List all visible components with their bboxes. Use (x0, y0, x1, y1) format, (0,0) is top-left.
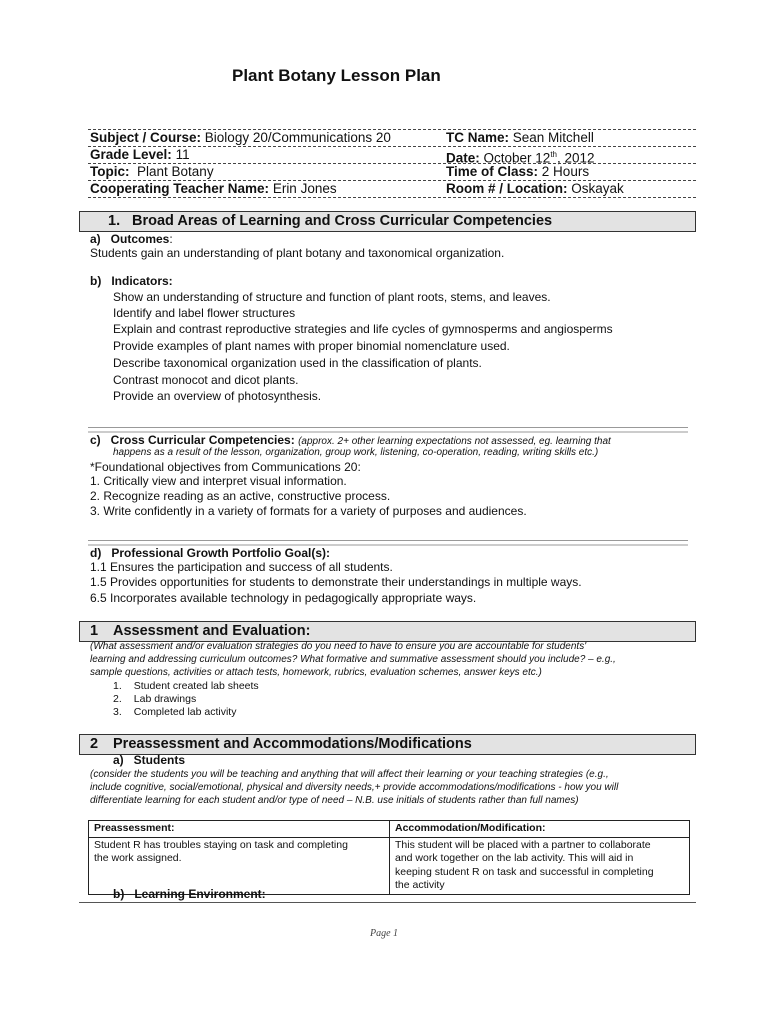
students-note-line: differentiate learning for each student and/or type of need – N.B. use initials of students rather than full names) (90, 795, 579, 806)
indicator-item: Identify and label flower structures (113, 306, 296, 320)
page-title: Plant Botany Lesson Plan (232, 66, 441, 85)
cell-line: Student R has troubles staying on task and completing (94, 838, 348, 851)
cell-line: and work together on the lab activity. This will aid in (395, 852, 634, 864)
ccc-line: 3. Write confidently in a variety of formats for a variety of purposes and audiences. (90, 504, 527, 518)
pgp-line: 1.1 Ensures the participation and success of all students. (90, 560, 393, 574)
ccc-line: *Foundational objectives from Communications 20: (90, 460, 361, 474)
column-header: Preassessment: (89, 821, 390, 838)
divider (79, 902, 696, 903)
header-row-topic (88, 163, 696, 180)
indicators-label: b) Indicators: (90, 274, 173, 288)
pgp-label: d) Professional Growth Portfolio Goal(s): (90, 546, 331, 560)
cooperating-teacher-field: Cooperating Teacher Name: Erin Jones (90, 181, 337, 196)
cross-curricular-note: happens as a result of the lesson, organization, group work, listening, co-operation, reading, writing skills etc.) (113, 447, 599, 458)
students-note-line: include cognitive, social/emotional, physical and diversity needs,+ provide accommodations/modifications - how you will (90, 782, 619, 793)
students-label: a) Students (113, 753, 186, 767)
preassessment-cell (89, 837, 390, 894)
pgp-line: 6.5 Incorporates available technology in pedagogically appropriate ways. (90, 591, 477, 605)
page-number: Page 1 (369, 928, 399, 939)
cell-line: This student will be placed with a partner to collaborate (395, 838, 651, 851)
column-header: Accommodation/Modification: (390, 821, 690, 838)
accommodation-cell (390, 837, 690, 894)
outcomes-label: a) Outcomes: (90, 232, 173, 246)
assessment-note-line: sample questions, activities or attach tests, homework, rubrics, evaluation schemes, answer keys etc.) (90, 667, 542, 678)
pgp-line: 1.5 Provides opportunities for students to demonstrate their understandings in multiple ways. (90, 575, 582, 589)
topic-field: Topic: Plant Botany (90, 164, 214, 179)
section-heading-learning-areas: 1. Broad Areas of Learning and Cross Curricular Competencies (79, 211, 696, 232)
cell-line: the work assigned. (94, 852, 182, 864)
assessment-note-line: (What assessment and/or evaluation strategies do you need to have to ensure you are accountable for students' (90, 641, 587, 652)
assessment-item: 2. Lab drawings (113, 693, 197, 705)
indicator-item: Describe taxonomical organization used in the classification of plants. (113, 356, 482, 370)
learning-environment-label: b) Learning Environment: (113, 887, 266, 901)
section-heading-assessment: 1 Assessment and Evaluation: (79, 621, 696, 642)
tc-name-field: TC Name: Sean Mitchell (446, 130, 594, 145)
cell-line: keeping student R on task and successful in completing (395, 865, 654, 878)
indicator-item: Provide examples of plant names with proper binomial nomenclature used. (113, 339, 510, 353)
ccc-line: 1. Critically view and interpret visual information. (90, 474, 347, 488)
indicator-item: Explain and contrast reproductive strategies and life cycles of gymnosperms and angiosperms (113, 322, 613, 336)
table-row (89, 837, 690, 894)
cell-line: the activity (395, 879, 445, 891)
assessment-note-line: learning and addressing curriculum outcomes? What formative and summative assessment should you include? – e.g., (90, 654, 616, 665)
assessment-item: 3. Completed lab activity (113, 706, 237, 718)
time-field: Time of Class: 2 Hours (446, 164, 590, 179)
date-field: Date: October 12th, 2012 (446, 150, 595, 166)
preassessment-table (88, 820, 690, 895)
header-row-teacher (88, 180, 696, 198)
indicator-item: Contrast monocot and dicot plants. (113, 373, 299, 387)
students-note-line: (consider the students you will be teaching and anything that will affect their learning or your teaching strategies (e.g., (90, 769, 609, 780)
outcomes-text: Students gain an understanding of plant botany and taxonomical organization. (90, 246, 505, 260)
cross-curricular-label: c) Cross Curricular Competencies: (approx. 2+ other learning expectations not assessed, eg. learning that (90, 433, 611, 447)
ccc-line: 2. Recognize reading as an active, constructive process. (90, 489, 391, 503)
indicator-item: Show an understanding of structure and function of plant roots, stems, and leaves. (113, 290, 551, 304)
assessment-item: 1. Student created lab sheets (113, 680, 259, 692)
indicator-item: Provide an overview of photosynthesis. (113, 389, 322, 403)
grade-field: Grade Level: 11 (90, 147, 190, 162)
section-heading-preassessment: 2 Preassessment and Accommodations/Modifications (79, 734, 696, 755)
table-header-row (89, 821, 690, 838)
room-field: Room # / Location: Oskayak (446, 181, 624, 196)
header-row-grade (88, 146, 696, 166)
subject-field: Subject / Course: Biology 20/Communications 20 (90, 130, 391, 145)
header-row-subject (88, 129, 696, 146)
